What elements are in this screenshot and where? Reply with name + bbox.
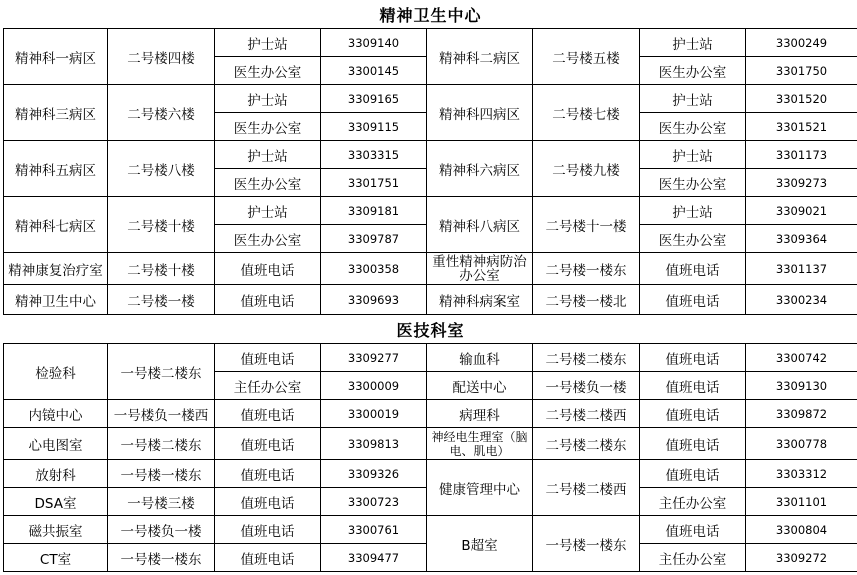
dept-location: 一号楼负一楼西 <box>108 400 215 428</box>
dept-location: 二号楼十一楼 <box>533 197 640 253</box>
phone-number: 3309364 <box>746 225 857 253</box>
dept-location: 二号楼二楼东 <box>533 344 640 372</box>
phone-number: 3300249 <box>746 29 857 57</box>
phone-number: 3300009 <box>321 372 427 400</box>
dept-name: 精神科三病区 <box>4 85 108 141</box>
dept-location: 一号楼一楼东 <box>108 460 215 488</box>
phone-role: 值班电话 <box>215 488 321 516</box>
dept-location: 一号楼负一楼 <box>533 372 640 400</box>
phone-number: 3309272 <box>746 544 857 572</box>
dept-location: 一号楼二楼东 <box>108 428 215 460</box>
phone-role: 护士站 <box>215 29 321 57</box>
dept-location: 二号楼十楼 <box>108 197 215 253</box>
dept-location: 一号楼负一楼 <box>108 516 215 544</box>
dept-name: 精神科二病区 <box>427 29 533 85</box>
section-title-medtech: 医技科室 <box>4 315 857 344</box>
phone-role: 值班电话 <box>640 285 746 315</box>
dept-name: 内镜中心 <box>4 400 108 428</box>
phone-number: 3301101 <box>746 488 857 516</box>
dept-name: 健康管理中心 <box>427 460 533 516</box>
dept-location: 二号楼四楼 <box>108 29 215 85</box>
phone-number: 3300778 <box>746 428 857 460</box>
phone-role: 值班电话 <box>640 372 746 400</box>
phone-number: 3309872 <box>746 400 857 428</box>
dept-name: 精神科六病区 <box>427 141 533 197</box>
phone-number: 3300804 <box>746 516 857 544</box>
table-row <box>4 428 857 460</box>
dept-name: 输血科 <box>427 344 533 372</box>
phone-number: 3300358 <box>321 253 427 285</box>
dept-location: 二号楼九楼 <box>533 141 640 197</box>
dept-location: 二号楼八楼 <box>108 141 215 197</box>
table-row <box>4 516 857 544</box>
phone-number: 3301137 <box>746 253 857 285</box>
phone-role: 护士站 <box>215 85 321 113</box>
phone-role: 值班电话 <box>640 428 746 460</box>
phone-number: 3303312 <box>746 460 857 488</box>
phone-role: 主任办公室 <box>215 372 321 400</box>
dept-name: 精神科一病区 <box>4 29 108 85</box>
phone-role: 医生办公室 <box>215 57 321 85</box>
dept-name: 配送中心 <box>427 372 533 400</box>
phone-number: 3309181 <box>321 197 427 225</box>
phone-number: 3309140 <box>321 29 427 57</box>
phone-role: 值班电话 <box>640 400 746 428</box>
dept-location: 一号楼一楼东 <box>533 516 640 572</box>
dept-name: 精神康复治疗室 <box>4 253 108 285</box>
phone-role: 值班电话 <box>215 344 321 372</box>
phone-number: 3309693 <box>321 285 427 315</box>
dept-name: 精神科八病区 <box>427 197 533 253</box>
phone-role: 值班电话 <box>215 253 321 285</box>
dept-name: CT室 <box>4 544 108 572</box>
phone-role: 值班电话 <box>215 460 321 488</box>
table-row <box>4 197 857 225</box>
phone-role: 医生办公室 <box>640 113 746 141</box>
dept-name: 病理科 <box>427 400 533 428</box>
phone-number: 3300742 <box>746 344 857 372</box>
phone-role: 护士站 <box>215 197 321 225</box>
dept-name: 放射科 <box>4 460 108 488</box>
phone-role: 医生办公室 <box>640 169 746 197</box>
phone-number: 3309115 <box>321 113 427 141</box>
dept-location: 一号楼一楼东 <box>108 544 215 572</box>
table-row <box>4 400 857 428</box>
phone-role: 值班电话 <box>215 516 321 544</box>
phone-number: 3309165 <box>321 85 427 113</box>
phone-role: 值班电话 <box>640 253 746 285</box>
dept-location: 二号楼五楼 <box>533 29 640 85</box>
dept-location: 二号楼一楼北 <box>533 285 640 315</box>
dept-name: 精神卫生中心 <box>4 285 108 315</box>
dept-name: 精神科病案室 <box>427 285 533 315</box>
phone-role: 护士站 <box>640 29 746 57</box>
phone-number: 3300234 <box>746 285 857 315</box>
phone-number: 3309813 <box>321 428 427 460</box>
dept-name: 神经电生理室（脑电、肌电） <box>427 428 533 460</box>
phone-role: 医生办公室 <box>640 225 746 253</box>
phone-number: 3309787 <box>321 225 427 253</box>
table-row <box>4 85 857 113</box>
phone-role: 值班电话 <box>215 400 321 428</box>
phone-number: 3301751 <box>321 169 427 197</box>
phone-role: 医生办公室 <box>640 57 746 85</box>
phone-number: 3301521 <box>746 113 857 141</box>
phone-role: 值班电话 <box>640 460 746 488</box>
phone-role: 医生办公室 <box>215 169 321 197</box>
section-title-mental-health: 精神卫生中心 <box>4 0 857 29</box>
table-row <box>4 141 857 169</box>
phone-number: 3300145 <box>321 57 427 85</box>
dept-name: B超室 <box>427 516 533 572</box>
table-row <box>4 253 857 285</box>
table-row <box>4 344 857 372</box>
phone-number: 3309277 <box>321 344 427 372</box>
dept-location: 二号楼六楼 <box>108 85 215 141</box>
phone-role: 值班电话 <box>640 516 746 544</box>
dept-location: 二号楼一楼 <box>108 285 215 315</box>
phone-role: 护士站 <box>215 141 321 169</box>
phone-role: 值班电话 <box>640 344 746 372</box>
phone-number: 3309326 <box>321 460 427 488</box>
dept-name: 心电图室 <box>4 428 108 460</box>
phone-number: 3300019 <box>321 400 427 428</box>
dept-location: 一号楼三楼 <box>108 488 215 516</box>
phone-number: 3309130 <box>746 372 857 400</box>
table-row <box>4 29 857 57</box>
phone-role: 医生办公室 <box>215 113 321 141</box>
phone-number: 3300723 <box>321 488 427 516</box>
phone-directory <box>3 0 857 572</box>
dept-name: DSA室 <box>4 488 108 516</box>
dept-name: 精神科七病区 <box>4 197 108 253</box>
phone-number: 3301520 <box>746 85 857 113</box>
phone-role: 护士站 <box>640 141 746 169</box>
dept-name: 检验科 <box>4 344 108 400</box>
dept-name: 精神科四病区 <box>427 85 533 141</box>
phone-role: 护士站 <box>640 85 746 113</box>
phone-role: 护士站 <box>640 197 746 225</box>
phone-number: 3309021 <box>746 197 857 225</box>
dept-name: 精神科五病区 <box>4 141 108 197</box>
phone-number: 3300761 <box>321 516 427 544</box>
phone-number: 3303315 <box>321 141 427 169</box>
dept-location: 二号楼二楼东 <box>533 428 640 460</box>
table-row <box>4 285 857 315</box>
phone-role: 值班电话 <box>215 544 321 572</box>
phone-role: 值班电话 <box>215 285 321 315</box>
phone-number: 3301173 <box>746 141 857 169</box>
dept-name: 重性精神病防治办公室 <box>427 253 533 285</box>
phone-number: 3301750 <box>746 57 857 85</box>
dept-location: 二号楼一楼东 <box>533 253 640 285</box>
phone-role: 主任办公室 <box>640 488 746 516</box>
phone-role: 主任办公室 <box>640 544 746 572</box>
dept-location: 一号楼二楼东 <box>108 344 215 400</box>
phone-number: 3309273 <box>746 169 857 197</box>
dept-location: 二号楼十楼 <box>108 253 215 285</box>
dept-location: 二号楼七楼 <box>533 85 640 141</box>
dept-location: 二号楼二楼西 <box>533 400 640 428</box>
dept-name: 磁共振室 <box>4 516 108 544</box>
table-row <box>4 460 857 488</box>
directory-table <box>3 0 857 572</box>
phone-role: 医生办公室 <box>215 225 321 253</box>
phone-role: 值班电话 <box>215 428 321 460</box>
phone-number: 3309477 <box>321 544 427 572</box>
dept-location: 二号楼二楼西 <box>533 460 640 516</box>
